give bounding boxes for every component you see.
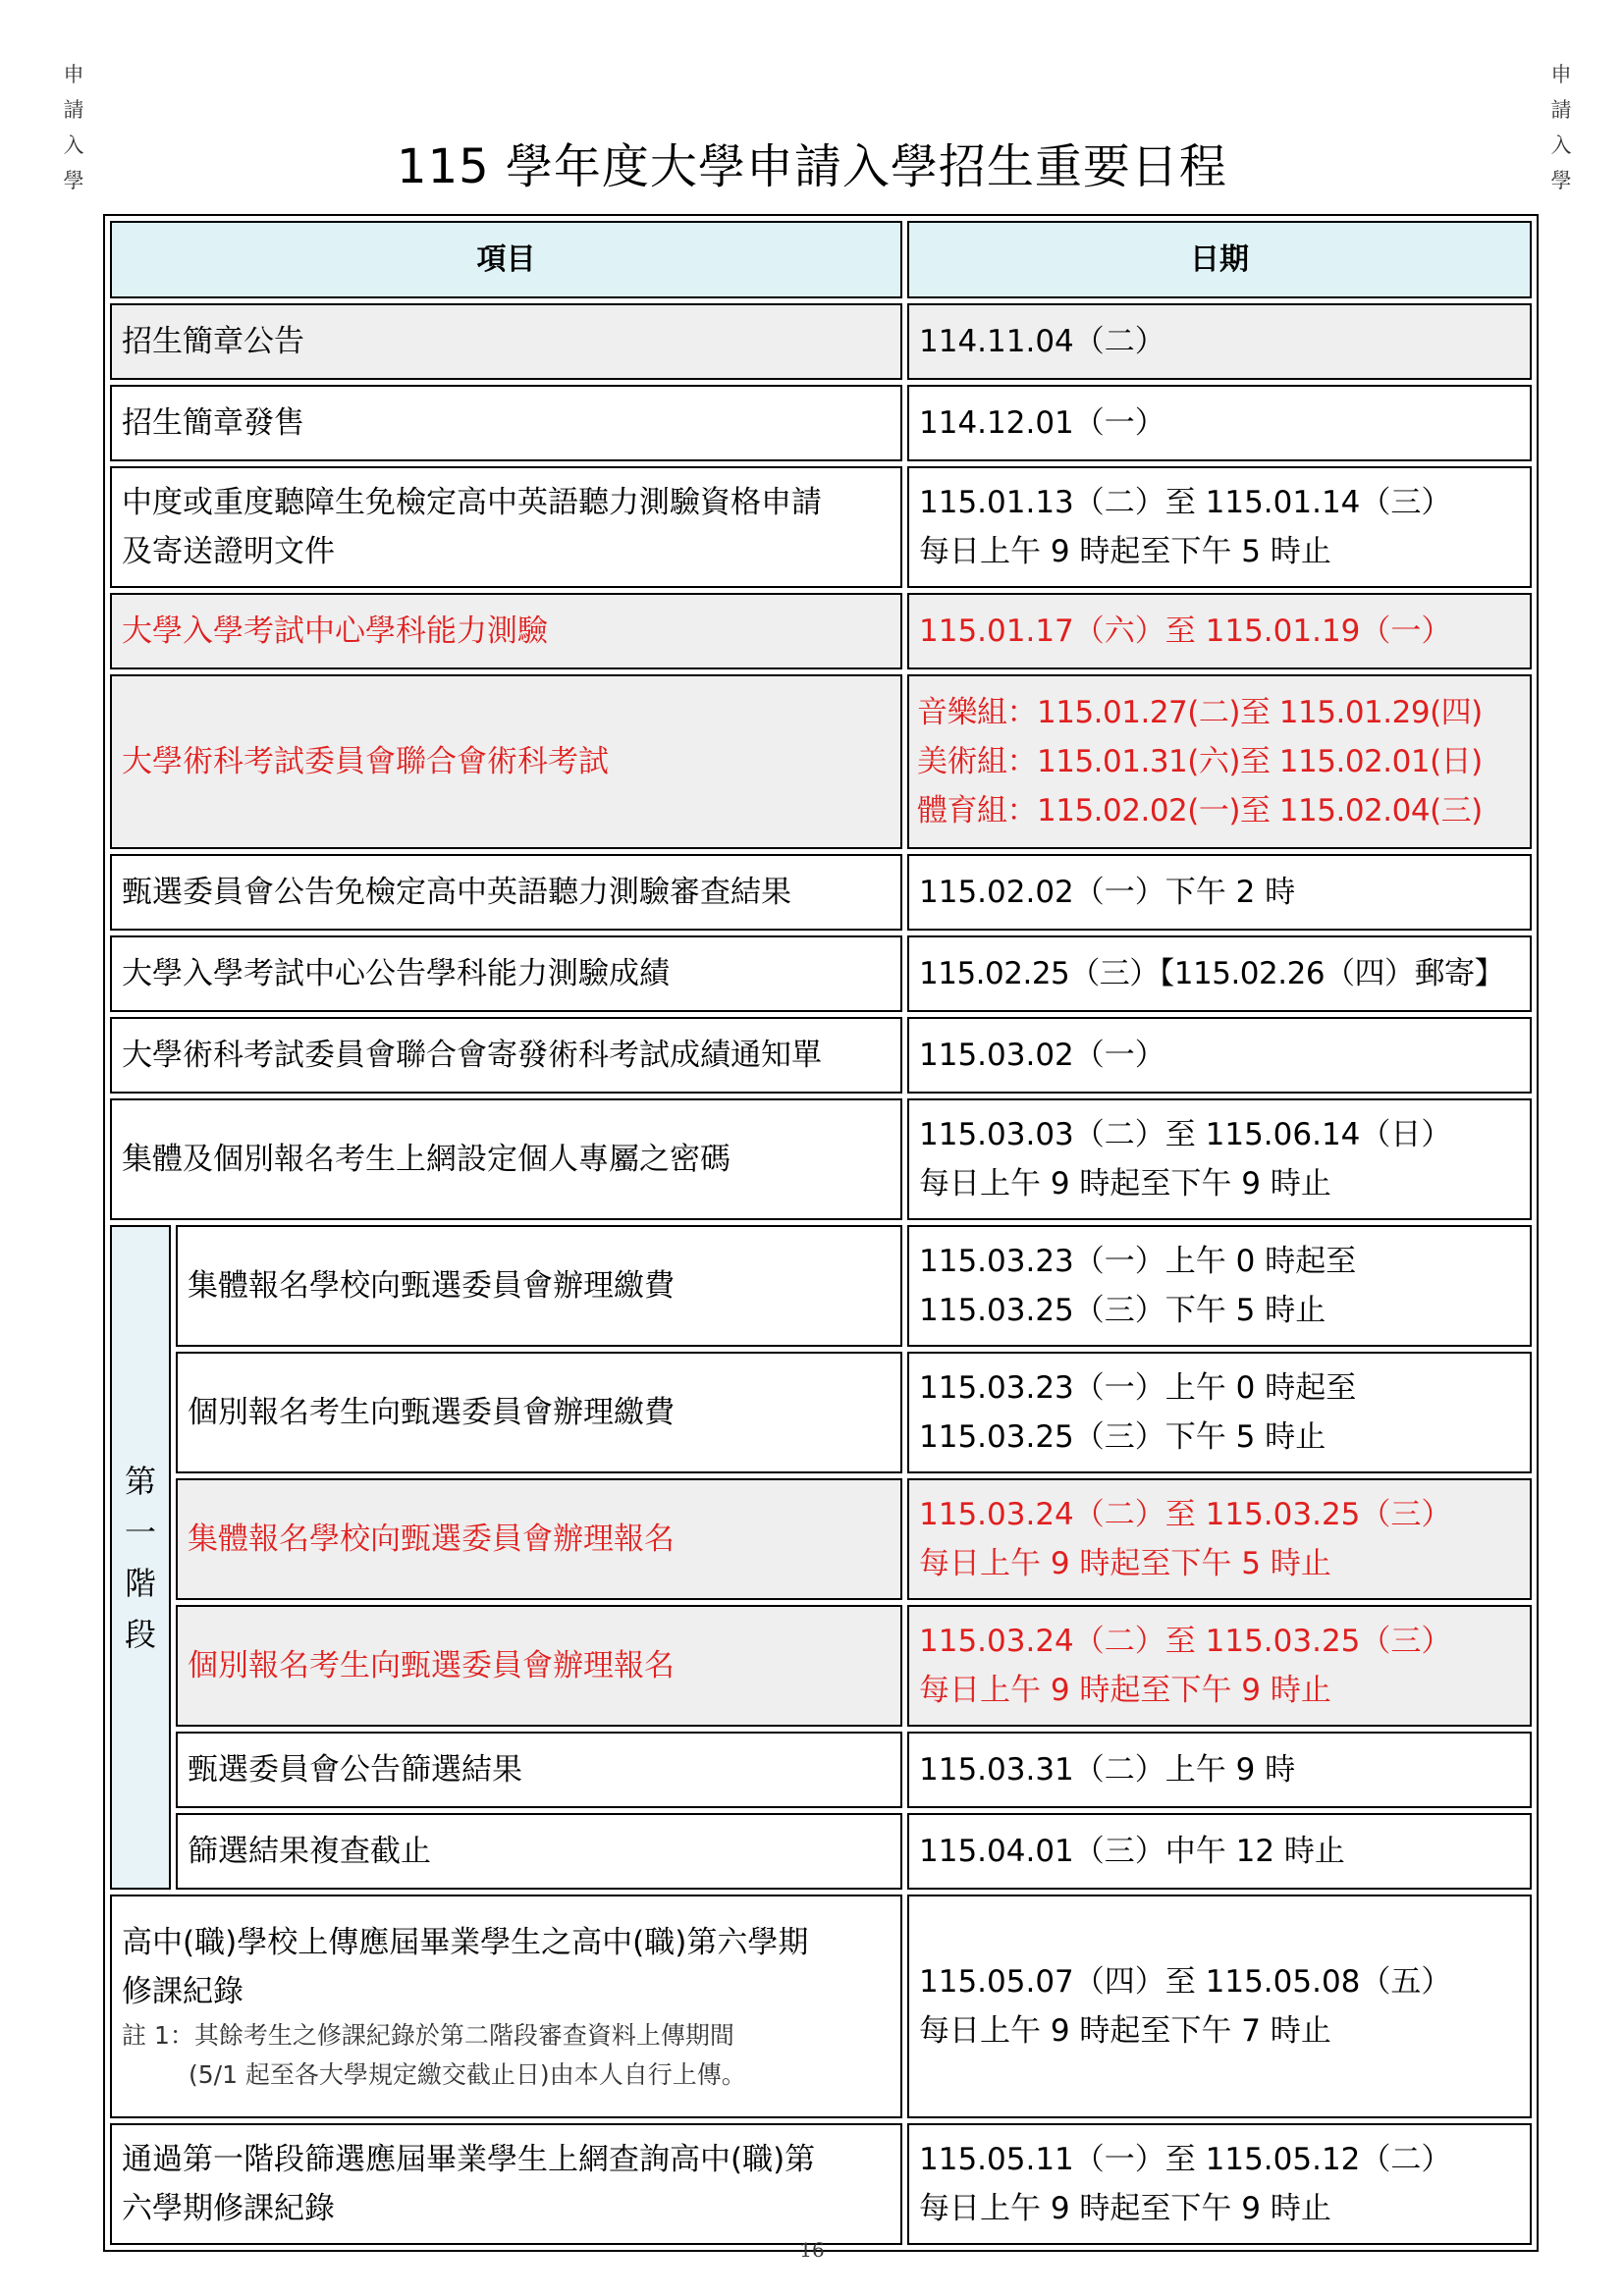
table-row-highlight: [110, 1478, 1532, 1600]
date-text: 體育組：115.02.02(一)至 115.02.04(三): [917, 793, 1483, 828]
date-text: 每日上午 9 時起至下午 9 時止: [919, 2191, 1331, 2226]
item-text: 大學術科考試委員會聯合會術科考試: [122, 744, 609, 779]
item-text: 高中(職)學校上傳應屆畢業學生之高中(職)第六學期: [122, 1925, 809, 1960]
item-text: 通過第一階段篩選應屆畢業學生上網查詢高中(職)第: [122, 2142, 816, 2177]
date-text: 115.01.17（六）至 115.01.19（一）: [919, 614, 1452, 649]
item-text: 甄選委員會公告篩選結果: [188, 1752, 522, 1788]
item-cell: [110, 1895, 902, 2118]
date-text: 115.01.13（二）至 115.01.14（三）: [919, 485, 1452, 520]
item-cell: [110, 1017, 902, 1094]
date-text: 每日上午 9 時起至下午 9 時止: [919, 1166, 1331, 1201]
item-cell: [176, 1478, 902, 1600]
header-item: 項目: [110, 221, 902, 298]
date-cell: [907, 1732, 1532, 1808]
table-row: [110, 385, 1532, 461]
date-cell: [907, 1352, 1532, 1473]
date-cell: [907, 1225, 1532, 1347]
table-row: [110, 1732, 1532, 1808]
stage-label-char: 段: [124, 1615, 156, 1653]
item-cell: [110, 935, 902, 1012]
date-text: 115.03.31（二）上午 9 時: [919, 1752, 1296, 1788]
side-tab-char: 請: [63, 98, 84, 122]
date-text: 115.03.02（一）: [919, 1038, 1165, 1073]
item-cell: [176, 1352, 902, 1473]
stage-label-cell: [110, 1225, 171, 1890]
item-text: 中度或重度聽障生免檢定高中英語聽力測驗資格申請: [122, 485, 822, 520]
date-text: 115.02.02（一）下午 2 時: [919, 875, 1296, 910]
date-text: 115.03.25（三）下午 5 時止: [919, 1419, 1326, 1455]
date-text: 115.03.24（二）至 115.03.25（三）: [919, 1497, 1452, 1532]
item-cell: [110, 385, 902, 461]
side-tab-char: 入: [63, 133, 84, 157]
date-text: 115.03.25（三）下午 5 時止: [919, 1293, 1326, 1328]
item-text: 集體報名學校向甄選委員會辦理繳費: [188, 1268, 675, 1304]
table-row-highlight: [110, 593, 1532, 669]
side-tab-char: 請: [1550, 98, 1572, 122]
item-note: (5/1 起至各大學規定繳交截止日)由本人自行上傳。: [189, 2060, 746, 2089]
date-cell: [907, 593, 1532, 669]
side-tab-char: 入: [1550, 133, 1572, 157]
date-text: 115.02.25（三）【115.02.26（四）郵寄】: [919, 956, 1505, 991]
item-text: 修課紀錄: [122, 1974, 244, 2009]
item-text: 大學入學考試中心學科能力測驗: [122, 614, 548, 649]
item-cell: [176, 1605, 902, 1727]
stage-label-char: 一: [124, 1513, 156, 1551]
item-text: 篩選結果複查截止: [188, 1834, 431, 1869]
date-cell: [907, 935, 1532, 1012]
date-text: 114.11.04（二）: [919, 324, 1165, 359]
stage-label: [112, 1456, 169, 1660]
table-row: [110, 935, 1532, 1012]
table-row-highlight: [110, 674, 1532, 849]
item-cell: [110, 854, 902, 931]
date-text: 115.03.24（二）至 115.03.25（三）: [919, 1624, 1452, 1659]
item-text: 及寄送證明文件: [122, 534, 335, 569]
date-text: 115.03.23（一）上午 0 時起至: [919, 1244, 1357, 1279]
page-number: 16: [799, 2238, 825, 2262]
item-cell: [176, 1813, 902, 1890]
item-text: 大學術科考試委員會聯合會寄發術科考試成績通知單: [122, 1038, 822, 1073]
date-cell: [907, 385, 1532, 461]
date-cell: [907, 303, 1532, 380]
table-row: [110, 1017, 1532, 1094]
date-text: 美術組：115.01.31(六)至 115.02.01(日): [917, 744, 1483, 779]
header-date: 日期: [907, 221, 1532, 298]
date-text: 115.05.11（一）至 115.05.12（二）: [919, 2142, 1452, 2177]
table-row: [110, 466, 1532, 588]
date-cell: [907, 1895, 1532, 2118]
item-cell: [110, 466, 902, 588]
item-cell: [110, 674, 902, 849]
item-text: 大學入學考試中心公告學科能力測驗成績: [122, 956, 670, 991]
date-cell: [907, 1478, 1532, 1600]
item-text: 甄選委員會公告免檢定高中英語聽力測驗審查結果: [122, 875, 791, 910]
item-cell: [110, 593, 902, 669]
item-text: 個別報名考生向甄選委員會辦理報名: [188, 1648, 675, 1683]
item-text: 招生簡章發售: [122, 405, 304, 441]
item-cell: [110, 303, 902, 380]
date-text: 每日上午 9 時起至下午 5 時止: [919, 534, 1331, 569]
table-row: [110, 1813, 1532, 1890]
table-row: [110, 1098, 1532, 1220]
table-row: [110, 303, 1532, 380]
date-text: 115.03.23（一）上午 0 時起至: [919, 1370, 1357, 1406]
side-tab-char: 申: [1550, 63, 1572, 86]
stage-label-char: 第: [124, 1462, 156, 1500]
date-text: 每日上午 9 時起至下午 5 時止: [919, 1546, 1331, 1581]
date-cell: [907, 1605, 1532, 1727]
side-tab-char: 申: [63, 63, 84, 86]
schedule-table: [103, 214, 1539, 2252]
table-row: [110, 854, 1532, 931]
date-cell: [907, 854, 1532, 931]
table-header-row: [110, 221, 1532, 298]
date-text: 每日上午 9 時起至下午 9 時止: [919, 1673, 1331, 1708]
table-row: [110, 1225, 1532, 1347]
date-cell: [907, 1813, 1532, 1890]
date-cell: [907, 2123, 1532, 2245]
item-text: 集體報名學校向甄選委員會辦理報名: [188, 1522, 675, 1557]
table-row: [110, 1895, 1532, 2118]
side-tab-char: 學: [1550, 169, 1572, 192]
date-cell: [907, 1017, 1532, 1094]
item-note: 註 1：其餘考生之修課紀錄於第二階段審查資料上傳期間: [122, 2021, 734, 2050]
item-text: 六學期修課紀錄: [122, 2191, 335, 2226]
table-row: [110, 1352, 1532, 1473]
stage-label-char: 階: [124, 1564, 156, 1602]
side-tab-char: 學: [63, 169, 84, 192]
item-text: 招生簡章公告: [122, 324, 304, 359]
item-cell: [176, 1225, 902, 1347]
date-text: 每日上午 9 時起至下午 7 時止: [919, 2013, 1331, 2049]
table-row-highlight: [110, 1605, 1532, 1727]
date-text: 115.04.01（三）中午 12 時止: [919, 1834, 1345, 1869]
date-text: 115.03.03（二）至 115.06.14（日）: [919, 1117, 1452, 1152]
item-cell: [110, 1098, 902, 1220]
date-cell: [907, 466, 1532, 588]
date-text: 115.05.07（四）至 115.05.08（五）: [919, 1964, 1452, 2000]
item-text: 集體及個別報名考生上網設定個人專屬之密碼: [122, 1142, 731, 1177]
date-cell: [907, 674, 1532, 849]
item-cell: [176, 1732, 902, 1808]
item-text: 個別報名考生向甄選委員會辦理繳費: [188, 1395, 675, 1430]
table-row: [110, 2123, 1532, 2245]
date-text: 114.12.01（一）: [919, 405, 1165, 441]
item-cell: [110, 2123, 902, 2245]
date-cell: [907, 1098, 1532, 1220]
page-title: 115 學年度大學申請入學招生重要日程: [397, 139, 1227, 194]
date-text: 音樂組：115.01.27(二)至 115.01.29(四): [917, 695, 1483, 730]
